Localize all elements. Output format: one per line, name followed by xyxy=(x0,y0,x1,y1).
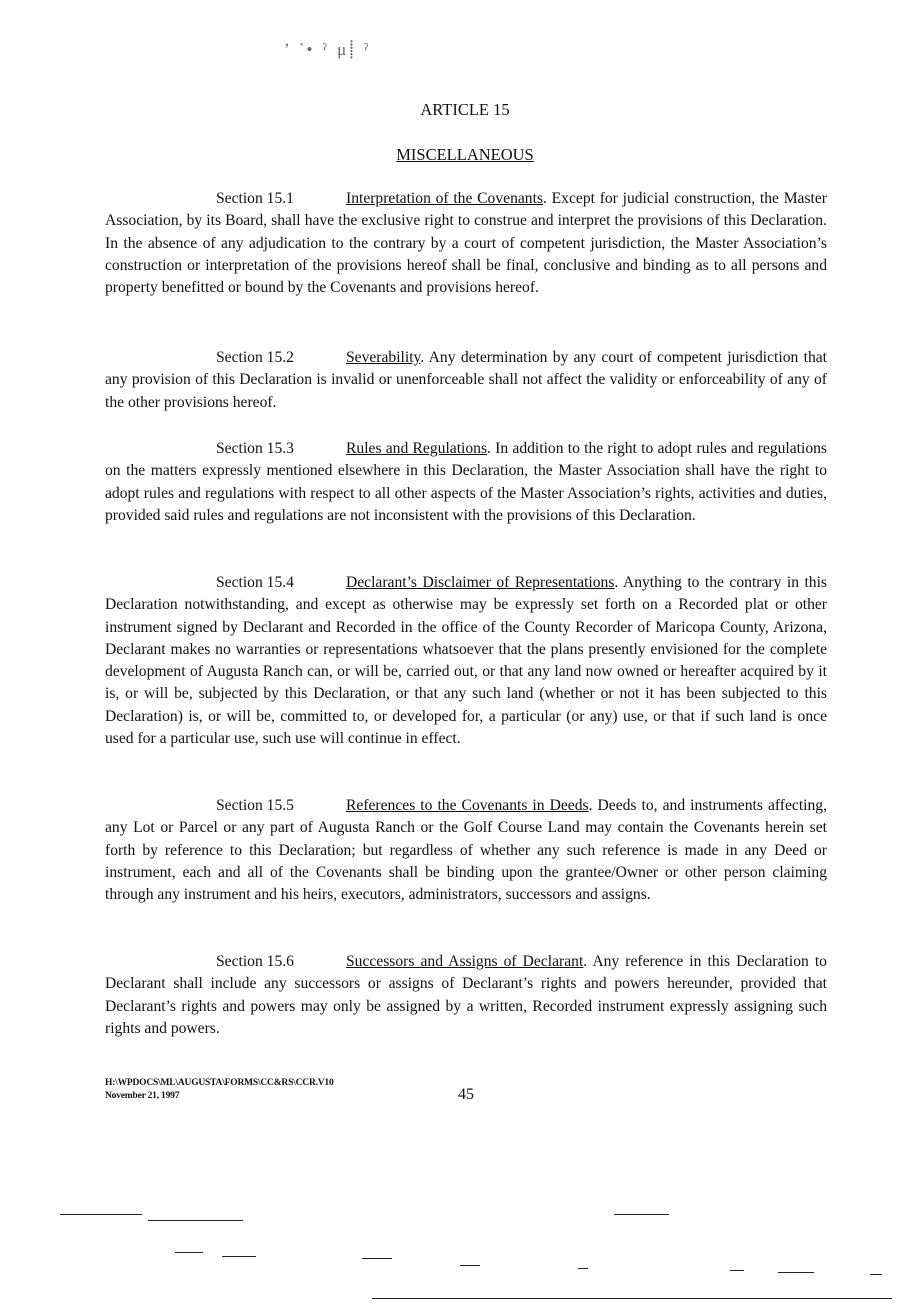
section-15-2 xyxy=(105,347,827,414)
section-15-4 xyxy=(105,572,827,750)
section-body: . In addition to the right to adopt rules and regulations on the matters expressly mentioned elsewhere in this Declaration, the Master Association shall have the right to adopt rules and regulations with respect to all other aspects of the Master Association’s rights, activities and duties, provided said rules and regulations are not inconsistent with the provisions of this Declaration. xyxy=(105,440,827,524)
scan-artifact-line xyxy=(175,1252,203,1253)
section-15-3 xyxy=(105,438,827,527)
section-heading: Severability xyxy=(346,349,421,366)
recording-stamp: ʼ ་• ˀ μ⸽ ˀ xyxy=(284,40,372,59)
scan-artifact-line xyxy=(372,1298,892,1299)
section-body: . Any determination by any court of competent jurisdiction that any provision of this Declaration is invalid or unenforceable shall not affect the validity or enforceability of any of the other provisions hereof. xyxy=(105,349,827,411)
section-body: . Except for judicial construction, the Master Association, by its Board, shall have the exclusive right to construe and interpret the provisions of this Declaration. In the absence of any adjudication to the contrary by a court of competent jurisdiction, the Master Association’s construction or interpretation of the provisions hereof shall be final, conclusive and binding as to all persons and property benefitted or bound by the Covenants and provisions hereof. xyxy=(105,190,827,297)
section-heading: Interpretation of the Covenants xyxy=(346,190,543,207)
section-number: Section 15.3 xyxy=(216,440,294,457)
scan-artifact-line xyxy=(614,1214,669,1215)
article-subtitle: MISCELLANEOUS xyxy=(396,145,534,164)
scan-artifact-line xyxy=(730,1270,744,1271)
section-number: Section 15.4 xyxy=(216,574,294,591)
section-heading: References to the Covenants in Deeds xyxy=(346,797,589,814)
section-15-5 xyxy=(105,795,827,906)
section-heading: Declarant’s Disclaimer of Representations xyxy=(346,574,615,591)
section-body: . Anything to the contrary in this Declaration notwithstanding, and except as otherwise may be expressly set forth on a Recorded plat or other instrument signed by Declarant and Recorded in the office of the County Recorder of Maricopa County, Arizona, Declarant makes no warranties or representations whatsoever that the plans presently envisioned for the complete development of Augusta Ranch can, or will be, carried out, or that any land now owned or hereafter acquired by it is, or will be, subjected by this Declaration, or that any such land (whether or not it has been subjected to this Declaration) is, or will be, committed to, or developed for, a particular (or any) use, or that if such land is once used for a particular use, such use will continue in effect. xyxy=(105,574,827,748)
article-title: ARTICLE 15 xyxy=(420,100,510,119)
section-number: Section 15.6 xyxy=(216,953,294,970)
scan-artifact-line xyxy=(222,1256,256,1257)
section-number: Section 15.1 xyxy=(216,190,294,207)
section-15-1 xyxy=(105,188,827,299)
section-heading: Rules and Regulations xyxy=(346,440,488,457)
section-number: Section 15.5 xyxy=(216,797,294,814)
scan-artifact-line xyxy=(460,1265,480,1266)
footer-file-path xyxy=(105,1077,334,1103)
scan-artifact-line xyxy=(578,1268,588,1269)
scan-artifact-line xyxy=(60,1214,142,1215)
section-15-6 xyxy=(105,951,827,1040)
page-number: 45 xyxy=(458,1086,474,1103)
scan-artifact-line xyxy=(778,1272,814,1273)
footer-path-line: H:\WPDOCS\ML\AUGUSTA\FORMS\CC&RS\CCR.V10 xyxy=(105,1078,334,1088)
footer-date-line: November 21, 1997 xyxy=(105,1091,180,1101)
scan-artifact-line xyxy=(148,1220,243,1221)
section-number: Section 15.2 xyxy=(216,349,294,366)
section-body: . Any reference in this Declaration to Declarant shall include any successors or assigns of Declarant’s rights and powers hereunder, provided that Declarant’s rights and powers may only be assigned by a written, Recorded instrument expressly assigning such rights and powers. xyxy=(105,953,827,1037)
section-body: . Deeds to, and instruments affecting, any Lot or Parcel or any part of Augusta Ranch or the Golf Course Land may contain the Covenants herein set forth by reference to this Declaration; but regardless of whether any such reference is made in any Deed or instrument, each and all of the Covenants shall be binding upon the grantee/Owner or other person claiming through any instrument and his heirs, executors, administrators, successors and assigns. xyxy=(105,797,827,904)
section-heading: Successors and Assigns of Declarant xyxy=(346,953,584,970)
scan-artifact-line xyxy=(870,1274,882,1275)
scan-artifact-line xyxy=(362,1258,392,1259)
